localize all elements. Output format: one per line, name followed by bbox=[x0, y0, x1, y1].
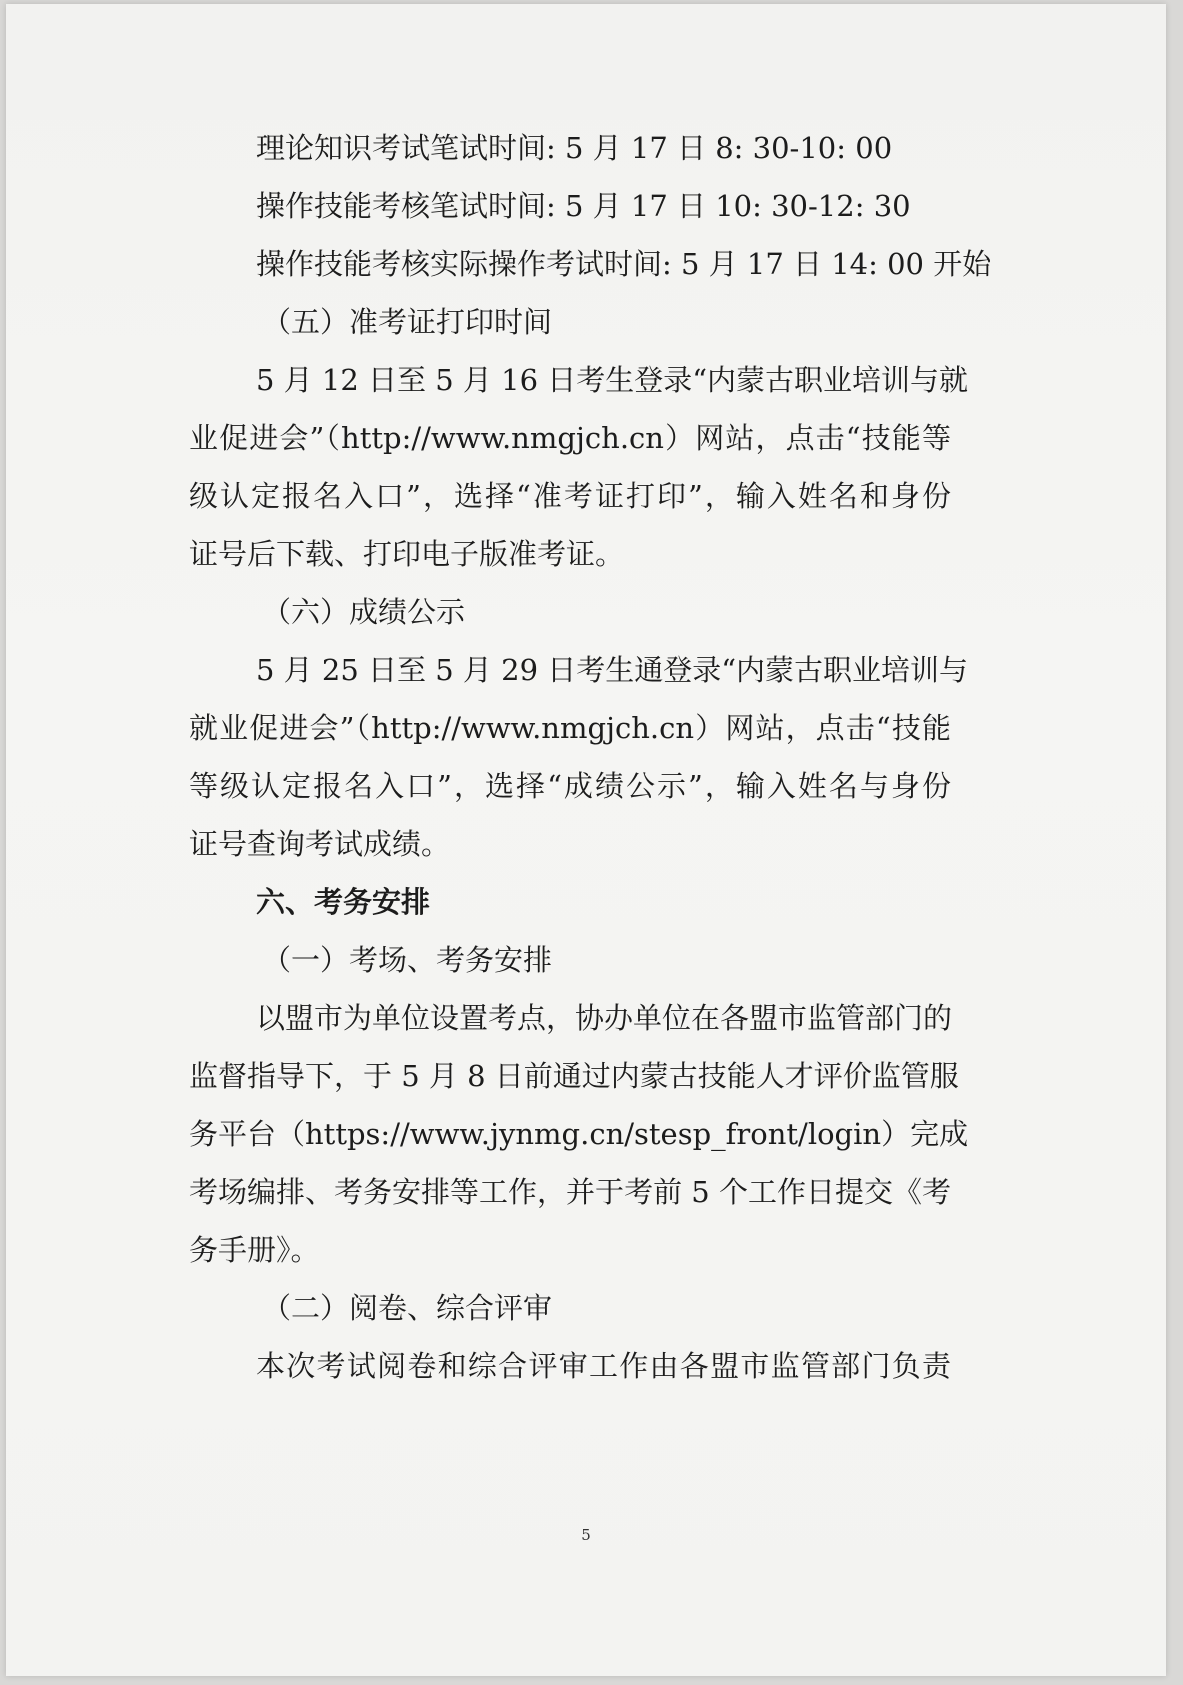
paragraph-line: 5 月 25 日至 5 月 29 日考生通登录“内蒙古职业培训与 bbox=[256, 653, 969, 687]
paragraph-line: 监督指导下，于 5 月 8 日前通过内蒙古技能人才评价监管服 bbox=[189, 1059, 959, 1093]
section-heading-marking: （二）阅卷、综合评审 bbox=[262, 1291, 553, 1325]
paragraph-line: 等级认定报名入口”，选择“成绩公示”，输入姓名与身份 bbox=[189, 769, 951, 803]
paragraph-line: 业促进会”（http://www.nmgjch.cn）网站，点击“技能等 bbox=[189, 421, 951, 455]
paragraph-line: 务平台（https://www.jynmg.cn/stesp_front/login）完成 bbox=[189, 1117, 969, 1151]
skill-written-time-line: 操作技能考核笔试时间: 5 月 17 日 10: 30-12: 30 bbox=[256, 189, 911, 223]
paragraph-line: 务手册》。 bbox=[189, 1233, 320, 1267]
paragraph-line: 级认定报名入口”，选择“准考证打印”，输入姓名和身份 bbox=[189, 479, 951, 513]
paragraph-line: 就业促进会”（http://www.nmgjch.cn）网站，点击“技能 bbox=[189, 711, 951, 745]
paragraph-line: 证号后下载、打印电子版准考证。 bbox=[189, 537, 625, 571]
page-number: 5 bbox=[581, 1526, 591, 1544]
skill-practical-time-line: 操作技能考核实际操作考试时间: 5 月 17 日 14: 00 开始 bbox=[256, 247, 992, 281]
paragraph-line: 以盟市为单位设置考点，协办单位在各盟市监管部门的 bbox=[256, 1001, 953, 1035]
paragraph-line: 考场编排、考务安排等工作，并于考前 5 个工作日提交《考 bbox=[189, 1175, 951, 1209]
document-page bbox=[6, 4, 1166, 1676]
paragraph-line: 证号查询考试成绩。 bbox=[189, 827, 451, 861]
section-heading-score: （六）成绩公示 bbox=[262, 595, 466, 629]
theory-exam-time-line: 理论知识考试笔试时间: 5 月 17 日 8: 30-10: 00 bbox=[256, 131, 893, 165]
section-heading-exam-venue: （一）考场、考务安排 bbox=[262, 943, 553, 977]
paragraph-line: 5 月 12 日至 5 月 16 日考生登录“内蒙古职业培训与就 bbox=[256, 363, 969, 397]
paragraph-line: 本次考试阅卷和综合评审工作由各盟市监管部门负责 bbox=[256, 1349, 951, 1383]
section-heading-admission-ticket: （五）准考证打印时间 bbox=[262, 305, 553, 339]
section-heading-exam-affairs: 六、考务安排 bbox=[256, 885, 431, 919]
